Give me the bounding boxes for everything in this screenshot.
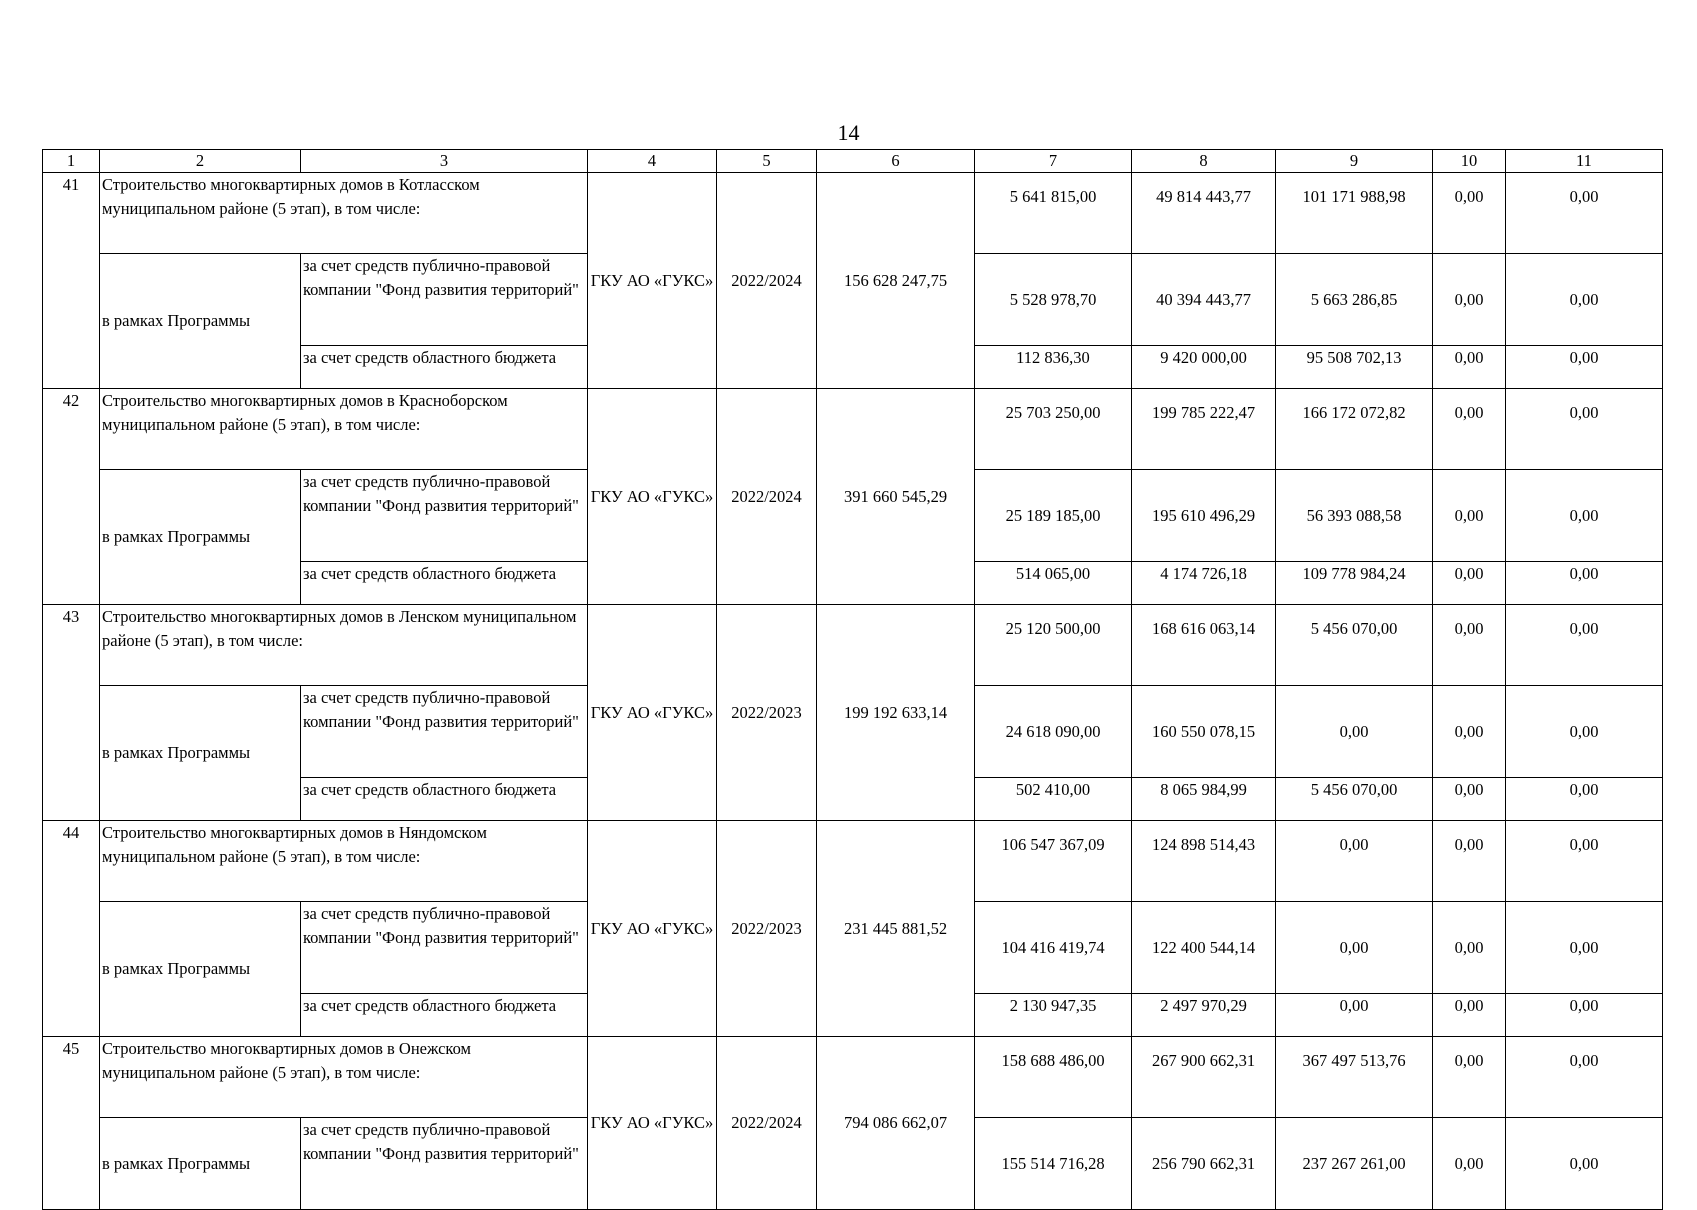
period-cell: 2022/2023 [717, 821, 817, 1037]
value-cell: 5 456 070,00 [1276, 605, 1433, 686]
value-cell: 0,00 [1433, 1037, 1506, 1118]
value-cell: 256 790 662,31 [1132, 1118, 1276, 1210]
value-cell: 502 410,00 [975, 778, 1132, 821]
value-cell: 0,00 [1433, 346, 1506, 389]
value-cell: 0,00 [1433, 778, 1506, 821]
executor-cell: ГКУ АО «ГУКС» [588, 389, 717, 605]
value-cell: 0,00 [1276, 686, 1433, 778]
value-cell: 0,00 [1276, 821, 1433, 902]
column-number: 10 [1433, 150, 1506, 173]
program-label: в рамках Программы [100, 686, 301, 821]
value-cell: 0,00 [1433, 1118, 1506, 1210]
executor-cell: ГКУ АО «ГУКС» [588, 1037, 717, 1210]
total-cost-cell: 199 192 633,14 [817, 605, 975, 821]
item-number: 43 [43, 605, 100, 821]
value-cell: 199 785 222,47 [1132, 389, 1276, 470]
value-cell: 0,00 [1506, 346, 1663, 389]
value-cell: 25 189 185,00 [975, 470, 1132, 562]
value-cell: 160 550 078,15 [1132, 686, 1276, 778]
item-title: Строительство многоквартирных домов в Онежском муниципальном районе (5 этап), в том числе: [100, 1037, 588, 1118]
value-cell: 122 400 544,14 [1132, 902, 1276, 994]
column-number: 7 [975, 150, 1132, 173]
executor-cell: ГКУ АО «ГУКС» [588, 173, 717, 389]
funding-source: за счет средств областного бюджета [301, 778, 588, 821]
funding-source: за счет средств областного бюджета [301, 562, 588, 605]
value-cell: 0,00 [1433, 254, 1506, 346]
value-cell: 237 267 261,00 [1276, 1118, 1433, 1210]
value-cell: 56 393 088,58 [1276, 470, 1433, 562]
executor-cell: ГКУ АО «ГУКС» [588, 821, 717, 1037]
funding-source: за счет средств публично-правовой компании "Фонд развития территорий" [301, 1118, 588, 1210]
value-cell: 166 172 072,82 [1276, 389, 1433, 470]
value-cell: 0,00 [1506, 821, 1663, 902]
value-cell: 5 663 286,85 [1276, 254, 1433, 346]
funding-source: за счет средств публично-правовой компании "Фонд развития территорий" [301, 902, 588, 994]
value-cell: 49 814 443,77 [1132, 173, 1276, 254]
item-title: Строительство многоквартирных домов в Красноборском муниципальном районе (5 этап), в том числе: [100, 389, 588, 470]
value-cell: 0,00 [1433, 902, 1506, 994]
value-cell: 24 618 090,00 [975, 686, 1132, 778]
value-cell: 0,00 [1433, 470, 1506, 562]
value-cell: 101 171 988,98 [1276, 173, 1433, 254]
value-cell: 0,00 [1433, 389, 1506, 470]
page-number: 14 [837, 120, 860, 145]
program-label: в рамках Программы [100, 1118, 301, 1210]
value-cell: 109 778 984,24 [1276, 562, 1433, 605]
value-cell: 0,00 [1506, 389, 1663, 470]
value-cell: 195 610 496,29 [1132, 470, 1276, 562]
value-cell: 40 394 443,77 [1132, 254, 1276, 346]
item-title: Строительство многоквартирных домов в Няндомском муниципальном районе (5 этап), в том числе: [100, 821, 588, 902]
total-cost-cell: 231 445 881,52 [817, 821, 975, 1037]
value-cell: 158 688 486,00 [975, 1037, 1132, 1118]
program-label: в рамках Программы [100, 470, 301, 605]
period-cell: 2022/2024 [717, 389, 817, 605]
value-cell: 5 456 070,00 [1276, 778, 1433, 821]
value-cell: 8 065 984,99 [1132, 778, 1276, 821]
item-title: Строительство многоквартирных домов в Котласском муниципальном районе (5 этап), в том числе: [100, 173, 588, 254]
value-cell: 0,00 [1433, 605, 1506, 686]
column-number: 2 [100, 150, 301, 173]
value-cell: 5 641 815,00 [975, 173, 1132, 254]
value-cell: 0,00 [1433, 994, 1506, 1037]
value-cell: 0,00 [1506, 254, 1663, 346]
value-cell: 25 703 250,00 [975, 389, 1132, 470]
value-cell: 0,00 [1506, 1118, 1663, 1210]
value-cell: 25 120 500,00 [975, 605, 1132, 686]
value-cell: 2 130 947,35 [975, 994, 1132, 1037]
value-cell: 367 497 513,76 [1276, 1037, 1433, 1118]
item-title: Строительство многоквартирных домов в Ленском муниципальном районе (5 этап), в том числе: [100, 605, 588, 686]
value-cell: 267 900 662,31 [1132, 1037, 1276, 1118]
value-cell: 0,00 [1506, 902, 1663, 994]
column-number: 1 [43, 150, 100, 173]
funding-source: за счет средств областного бюджета [301, 994, 588, 1037]
value-cell: 0,00 [1506, 686, 1663, 778]
value-cell: 514 065,00 [975, 562, 1132, 605]
item-number: 41 [43, 173, 100, 389]
total-cost-cell: 794 086 662,07 [817, 1037, 975, 1210]
value-cell: 0,00 [1506, 562, 1663, 605]
value-cell: 0,00 [1276, 902, 1433, 994]
total-cost-cell: 391 660 545,29 [817, 389, 975, 605]
item-row [43, 605, 1663, 686]
period-cell: 2022/2024 [717, 173, 817, 389]
funding-source: за счет средств публично-правовой компании "Фонд развития территорий" [301, 254, 588, 346]
funding-source: за счет средств областного бюджета [301, 346, 588, 389]
column-number: 6 [817, 150, 975, 173]
item-number: 44 [43, 821, 100, 1037]
program-label: в рамках Программы [100, 902, 301, 1037]
funding-source: за счет средств публично-правовой компании "Фонд развития территорий" [301, 470, 588, 562]
value-cell: 0,00 [1506, 994, 1663, 1037]
item-row [43, 389, 1663, 470]
item-number: 42 [43, 389, 100, 605]
item-number: 45 [43, 1037, 100, 1210]
value-cell: 5 528 978,70 [975, 254, 1132, 346]
value-cell: 0,00 [1506, 470, 1663, 562]
total-cost-cell: 156 628 247,75 [817, 173, 975, 389]
value-cell: 0,00 [1506, 1037, 1663, 1118]
column-number-row [43, 150, 1663, 173]
column-number: 3 [301, 150, 588, 173]
value-cell: 9 420 000,00 [1132, 346, 1276, 389]
column-number: 9 [1276, 150, 1433, 173]
period-cell: 2022/2023 [717, 605, 817, 821]
value-cell: 2 497 970,29 [1132, 994, 1276, 1037]
budget-table [42, 149, 1663, 1210]
value-cell: 106 547 367,09 [975, 821, 1132, 902]
column-number: 8 [1132, 150, 1276, 173]
item-row [43, 173, 1663, 254]
value-cell: 0,00 [1276, 994, 1433, 1037]
item-row [43, 821, 1663, 902]
column-number: 11 [1506, 150, 1663, 173]
value-cell: 0,00 [1506, 173, 1663, 254]
value-cell: 168 616 063,14 [1132, 605, 1276, 686]
value-cell: 104 416 419,74 [975, 902, 1132, 994]
value-cell: 124 898 514,43 [1132, 821, 1276, 902]
column-number: 4 [588, 150, 717, 173]
value-cell: 4 174 726,18 [1132, 562, 1276, 605]
funding-source: за счет средств публично-правовой компании "Фонд развития территорий" [301, 686, 588, 778]
value-cell: 0,00 [1506, 778, 1663, 821]
value-cell: 0,00 [1433, 821, 1506, 902]
column-number: 5 [717, 150, 817, 173]
value-cell: 0,00 [1433, 173, 1506, 254]
program-label: в рамках Программы [100, 254, 301, 389]
value-cell: 95 508 702,13 [1276, 346, 1433, 389]
executor-cell: ГКУ АО «ГУКС» [588, 605, 717, 821]
value-cell: 0,00 [1433, 562, 1506, 605]
value-cell: 155 514 716,28 [975, 1118, 1132, 1210]
item-row [43, 1037, 1663, 1118]
period-cell: 2022/2024 [717, 1037, 817, 1210]
value-cell: 0,00 [1506, 605, 1663, 686]
value-cell: 0,00 [1433, 686, 1506, 778]
value-cell: 112 836,30 [975, 346, 1132, 389]
